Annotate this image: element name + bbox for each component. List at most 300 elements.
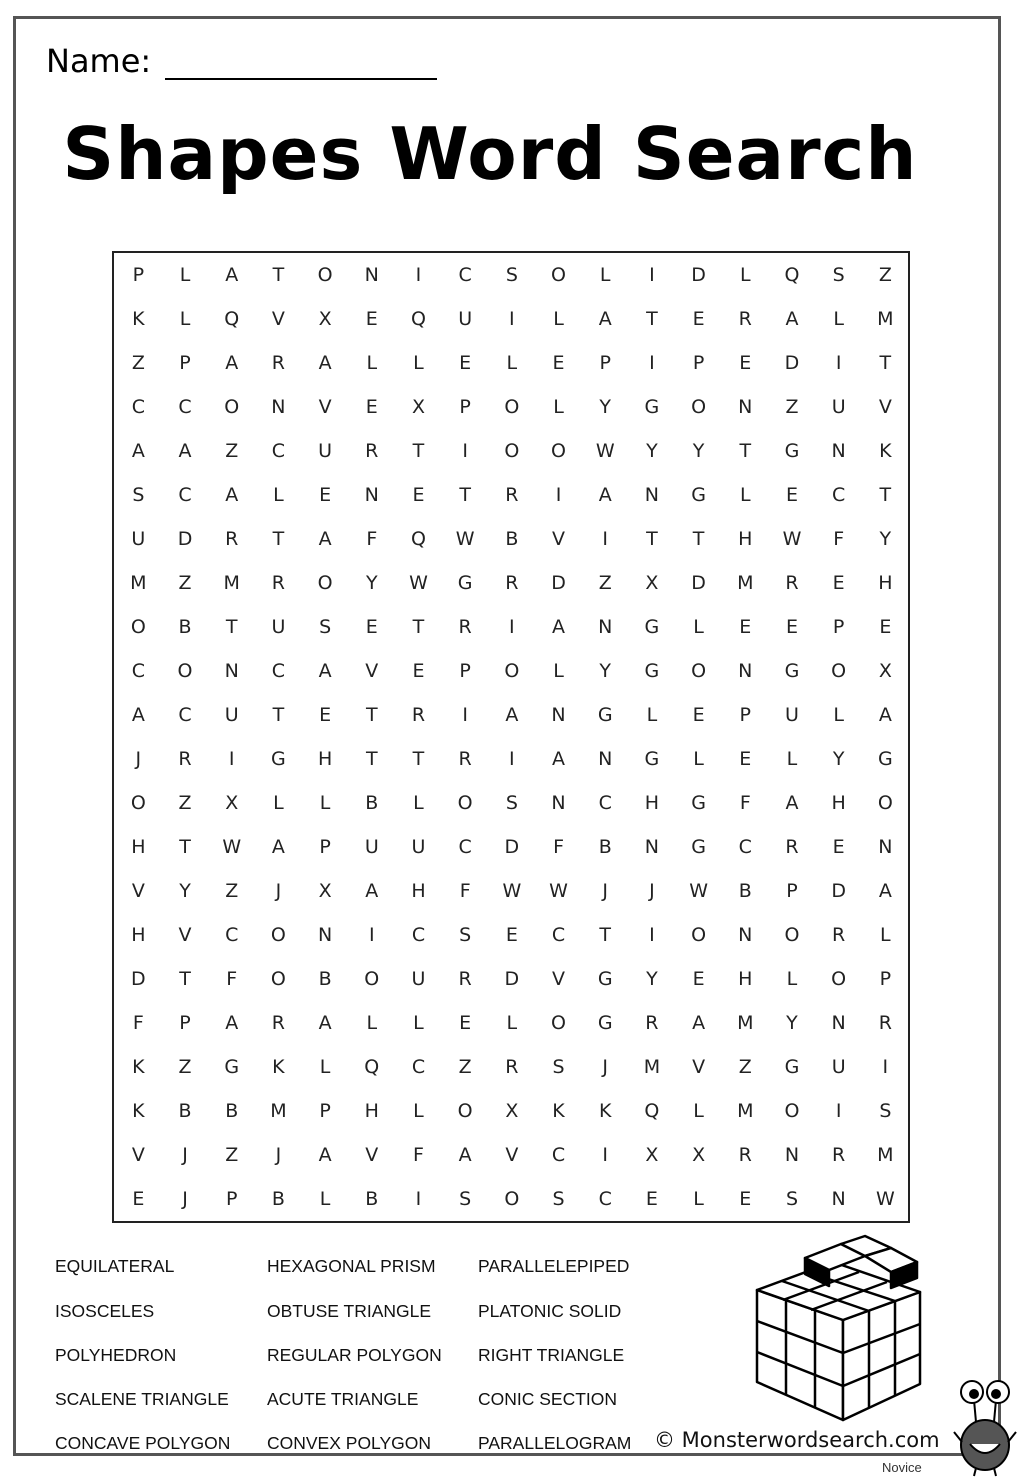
grid-letter[interactable]: U — [831, 1055, 846, 1078]
grid-letter[interactable]: N — [738, 395, 753, 418]
grid-letter[interactable]: O — [457, 791, 473, 814]
grid-letter[interactable]: T — [879, 483, 892, 506]
grid-letter[interactable]: T — [365, 703, 378, 726]
grid-letter[interactable]: R — [832, 1143, 846, 1166]
grid-letter[interactable]: U — [224, 703, 239, 726]
grid-letter[interactable]: V — [505, 1143, 519, 1166]
grid-letter[interactable]: O — [504, 439, 520, 462]
grid-letter[interactable]: U — [458, 307, 473, 330]
grid-letter[interactable]: J — [602, 1055, 609, 1078]
grid-letter[interactable]: O — [551, 439, 567, 462]
grid-letter[interactable]: L — [273, 483, 284, 506]
grid-letter[interactable]: L — [833, 703, 844, 726]
grid-letter[interactable]: Z — [225, 439, 239, 462]
grid-letter[interactable]: V — [878, 395, 892, 418]
grid-letter[interactable]: J — [135, 747, 142, 770]
grid-letter[interactable]: S — [319, 615, 332, 638]
grid-letter[interactable]: P — [739, 703, 752, 726]
grid-letter[interactable]: N — [364, 483, 379, 506]
grid-letter[interactable]: F — [833, 527, 845, 550]
grid-letter[interactable]: C — [551, 923, 566, 946]
grid-letter[interactable]: O — [270, 967, 286, 990]
grid-letter[interactable]: Y — [879, 527, 892, 550]
grid-letter[interactable]: F — [132, 1011, 144, 1034]
grid-letter[interactable]: A — [692, 1011, 706, 1034]
grid-letter[interactable]: R — [645, 1011, 659, 1034]
grid-letter[interactable]: V — [552, 527, 566, 550]
grid-letter[interactable]: G — [784, 659, 800, 682]
grid-letter[interactable]: E — [692, 703, 705, 726]
grid-letter[interactable]: W — [782, 527, 802, 550]
grid-letter[interactable]: L — [693, 1099, 704, 1122]
grid-letter[interactable]: R — [738, 307, 752, 330]
grid-letter[interactable]: G — [224, 1055, 240, 1078]
grid-letter[interactable]: Q — [364, 1055, 380, 1078]
grid-letter[interactable]: A — [225, 483, 239, 506]
grid-letter[interactable]: L — [366, 1011, 378, 1034]
grid-letter[interactable]: G — [597, 1011, 613, 1034]
grid-letter[interactable]: P — [179, 351, 191, 374]
grid-letter[interactable]: E — [459, 351, 472, 374]
grid-letter[interactable]: O — [831, 967, 847, 990]
grid-letter[interactable]: L — [179, 263, 191, 286]
grid-letter[interactable]: P — [832, 615, 845, 638]
grid-letter[interactable]: E — [692, 967, 705, 990]
grid-letter[interactable]: B — [598, 835, 612, 858]
grid-letter[interactable]: D — [551, 571, 566, 594]
grid-letter[interactable]: R — [271, 1011, 285, 1034]
grid-letter[interactable]: T — [599, 923, 612, 946]
grid-letter[interactable]: D — [504, 967, 520, 990]
grid-letter[interactable]: E — [832, 571, 845, 594]
grid-letter[interactable]: S — [459, 1187, 472, 1210]
grid-letter[interactable]: I — [602, 1143, 609, 1166]
grid-letter[interactable]: L — [786, 967, 798, 990]
grid-letter[interactable]: E — [552, 351, 565, 374]
grid-letter[interactable]: N — [224, 659, 239, 682]
grid-letter[interactable]: L — [693, 747, 704, 770]
grid-letter[interactable]: T — [459, 483, 471, 506]
grid-letter[interactable]: T — [179, 967, 191, 990]
grid-letter[interactable]: P — [692, 351, 705, 374]
grid-letter[interactable]: Z — [878, 263, 892, 286]
grid-letter[interactable]: A — [225, 351, 239, 374]
grid-letter[interactable]: D — [131, 967, 146, 990]
grid-letter[interactable]: T — [412, 747, 425, 770]
grid-letter[interactable]: W — [455, 527, 475, 550]
grid-letter[interactable]: V — [271, 307, 285, 330]
grid-letter[interactable]: P — [319, 835, 331, 858]
grid-letter[interactable]: B — [318, 967, 332, 990]
grid-letter[interactable]: N — [551, 791, 566, 814]
grid-letter[interactable]: S — [505, 263, 518, 286]
grid-letter[interactable]: W — [409, 571, 428, 594]
grid-letter[interactable]: G — [784, 1055, 800, 1078]
grid-letter[interactable]: T — [412, 615, 425, 638]
grid-letter[interactable]: H — [831, 791, 846, 814]
grid-letter[interactable]: L — [506, 351, 518, 374]
grid-letter[interactable]: M — [737, 1011, 754, 1034]
grid-letter[interactable]: N — [831, 1187, 846, 1210]
grid-letter[interactable]: N — [831, 1011, 846, 1034]
grid-letter[interactable]: T — [179, 835, 191, 858]
grid-letter[interactable]: P — [179, 1011, 191, 1034]
grid-letter[interactable]: O — [877, 791, 893, 814]
grid-letter[interactable]: O — [551, 263, 567, 286]
grid-letter[interactable]: H — [411, 879, 426, 902]
grid-letter[interactable]: V — [131, 879, 145, 902]
grid-letter[interactable]: A — [318, 659, 332, 682]
grid-letter[interactable]: L — [693, 615, 704, 638]
grid-letter[interactable]: M — [270, 1099, 287, 1122]
grid-letter[interactable]: X — [645, 1143, 659, 1166]
grid-letter[interactable]: G — [644, 615, 660, 638]
grid-letter[interactable]: U — [364, 835, 379, 858]
grid-letter[interactable]: F — [413, 1143, 424, 1166]
grid-letter[interactable]: V — [692, 1055, 706, 1078]
grid-letter[interactable]: C — [271, 439, 286, 462]
grid-letter[interactable]: C — [738, 835, 752, 858]
grid-letter[interactable]: V — [318, 395, 332, 418]
grid-letter[interactable]: L — [413, 1011, 424, 1034]
grid-letter[interactable]: O — [317, 571, 333, 594]
grid-letter[interactable]: H — [738, 527, 753, 550]
grid-letter[interactable]: W — [502, 879, 522, 902]
grid-letter[interactable]: K — [132, 1099, 145, 1122]
grid-letter[interactable]: E — [365, 615, 378, 638]
grid-letter[interactable]: O — [364, 967, 380, 990]
grid-letter[interactable]: W — [595, 439, 615, 462]
grid-letter[interactable]: R — [458, 615, 472, 638]
grid-letter[interactable]: L — [413, 791, 424, 814]
grid-letter[interactable]: I — [509, 307, 515, 330]
grid-letter[interactable]: T — [646, 307, 658, 330]
grid-letter[interactable]: T — [646, 527, 658, 550]
grid-letter[interactable]: I — [415, 1187, 422, 1210]
grid-letter[interactable]: J — [275, 1143, 282, 1166]
grid-letter[interactable]: M — [737, 1099, 754, 1122]
grid-letter[interactable]: F — [366, 527, 378, 550]
grid-letter[interactable]: Y — [179, 879, 191, 902]
grid-letter[interactable]: Z — [178, 1055, 192, 1078]
grid-letter[interactable]: C — [832, 483, 846, 506]
grid-letter[interactable]: F — [553, 835, 564, 858]
grid-letter[interactable]: L — [273, 791, 284, 814]
grid-letter[interactable]: G — [691, 483, 706, 506]
grid-letter[interactable]: I — [228, 747, 235, 770]
grid-letter[interactable]: N — [878, 835, 893, 858]
grid-letter[interactable]: N — [317, 923, 333, 946]
grid-letter[interactable]: C — [551, 1143, 566, 1166]
grid-letter[interactable]: R — [878, 1011, 892, 1034]
grid-letter[interactable]: N — [598, 615, 613, 638]
grid-letter[interactable]: E — [739, 1187, 752, 1210]
grid-letter[interactable]: F — [459, 879, 471, 902]
grid-letter[interactable]: U — [831, 395, 846, 418]
grid-letter[interactable]: A — [225, 1011, 239, 1034]
grid-letter[interactable]: Z — [458, 1055, 472, 1078]
grid-letter[interactable]: Z — [178, 791, 192, 814]
grid-letter[interactable]: W — [689, 879, 708, 902]
grid-letter[interactable]: G — [644, 747, 660, 770]
grid-letter[interactable]: L — [319, 1187, 331, 1210]
grid-letter[interactable]: R — [458, 967, 472, 990]
grid-letter[interactable]: A — [878, 879, 892, 902]
grid-letter[interactable]: A — [552, 615, 566, 638]
grid-letter[interactable]: P — [786, 879, 798, 902]
grid-letter[interactable]: O — [504, 659, 520, 682]
grid-letter[interactable]: L — [366, 351, 378, 374]
grid-letter[interactable]: K — [132, 1055, 145, 1078]
grid-letter[interactable]: G — [597, 967, 613, 990]
grid-letter[interactable]: S — [552, 1187, 565, 1210]
grid-letter[interactable]: E — [505, 923, 518, 946]
grid-letter[interactable]: L — [413, 351, 424, 374]
grid-letter[interactable]: L — [553, 307, 564, 330]
grid-letter[interactable]: C — [271, 659, 286, 682]
grid-letter[interactable]: M — [877, 307, 894, 330]
grid-letter[interactable]: D — [177, 527, 193, 550]
grid-letter[interactable]: H — [738, 967, 753, 990]
grid-letter[interactable]: S — [879, 1099, 892, 1122]
grid-letter[interactable]: O — [784, 1099, 800, 1122]
grid-letter[interactable]: A — [598, 307, 612, 330]
grid-letter[interactable]: X — [505, 1099, 519, 1122]
grid-letter[interactable]: M — [643, 1055, 661, 1078]
grid-letter[interactable]: O — [831, 659, 847, 682]
grid-letter[interactable]: J — [602, 879, 609, 902]
grid-letter[interactable]: N — [364, 263, 379, 286]
grid-letter[interactable]: G — [691, 835, 706, 858]
grid-letter[interactable]: I — [649, 351, 655, 374]
grid-letter[interactable]: G — [644, 395, 660, 418]
grid-letter[interactable]: P — [459, 659, 471, 682]
grid-letter[interactable]: X — [645, 571, 659, 594]
grid-letter[interactable]: I — [368, 923, 375, 946]
grid-letter[interactable]: U — [131, 527, 146, 550]
grid-letter[interactable]: W — [875, 1187, 895, 1210]
grid-letter[interactable]: L — [179, 307, 191, 330]
grid-letter[interactable]: X — [225, 791, 239, 814]
grid-letter[interactable]: C — [178, 483, 192, 506]
grid-letter[interactable]: B — [365, 791, 379, 814]
grid-letter[interactable]: L — [553, 395, 564, 418]
grid-letter[interactable]: Z — [225, 879, 239, 902]
grid-letter[interactable]: L — [319, 1055, 331, 1078]
grid-letter[interactable]: O — [130, 615, 146, 638]
grid-letter[interactable]: T — [225, 615, 238, 638]
grid-letter[interactable]: S — [552, 1055, 565, 1078]
grid-letter[interactable]: T — [412, 439, 425, 462]
grid-letter[interactable]: J — [182, 1187, 188, 1210]
grid-letter[interactable]: C — [131, 659, 145, 682]
grid-letter[interactable]: H — [878, 571, 893, 594]
grid-letter[interactable]: T — [272, 703, 285, 726]
grid-letter[interactable]: T — [739, 439, 752, 462]
grid-letter[interactable]: R — [505, 483, 519, 506]
grid-letter[interactable]: N — [551, 703, 566, 726]
grid-letter[interactable]: E — [319, 703, 332, 726]
grid-letter[interactable]: O — [224, 395, 240, 418]
grid-letter[interactable]: I — [509, 615, 515, 638]
grid-letter[interactable]: R — [271, 351, 285, 374]
grid-letter[interactable]: I — [649, 263, 655, 286]
grid-letter[interactable]: N — [738, 923, 753, 946]
grid-letter[interactable]: Z — [178, 571, 192, 594]
grid-letter[interactable]: O — [177, 659, 193, 682]
grid-letter[interactable]: U — [411, 967, 426, 990]
grid-letter[interactable]: E — [319, 483, 332, 506]
grid-letter[interactable]: L — [646, 703, 658, 726]
grid-letter[interactable]: E — [739, 615, 752, 638]
grid-letter[interactable]: M — [223, 571, 240, 594]
grid-letter[interactable]: E — [739, 351, 752, 374]
grid-letter[interactable]: S — [785, 1187, 798, 1210]
grid-letter[interactable]: D — [784, 351, 800, 374]
grid-letter[interactable]: A — [271, 835, 285, 858]
grid-letter[interactable]: I — [509, 747, 515, 770]
grid-letter[interactable]: E — [645, 1187, 658, 1210]
grid-letter[interactable]: P — [225, 1187, 238, 1210]
grid-letter[interactable]: N — [271, 395, 286, 418]
grid-letter[interactable]: E — [365, 395, 378, 418]
grid-letter[interactable]: W — [549, 879, 568, 902]
grid-letter[interactable]: E — [365, 307, 378, 330]
grid-letter[interactable]: U — [785, 703, 799, 726]
grid-letter[interactable]: V — [178, 923, 192, 946]
grid-letter[interactable]: D — [691, 263, 706, 286]
grid-letter[interactable]: X — [318, 879, 332, 902]
grid-letter[interactable]: V — [552, 967, 566, 990]
grid-letter[interactable]: B — [225, 1099, 239, 1122]
grid-letter[interactable]: N — [598, 747, 613, 770]
grid-letter[interactable]: E — [412, 483, 425, 506]
grid-letter[interactable]: Z — [785, 395, 799, 418]
grid-letter[interactable]: L — [833, 307, 844, 330]
grid-letter[interactable]: Z — [738, 1055, 752, 1078]
grid-letter[interactable]: C — [178, 395, 192, 418]
grid-letter[interactable]: A — [878, 703, 892, 726]
grid-letter[interactable]: N — [784, 1143, 800, 1166]
grid-letter[interactable]: K — [598, 1099, 612, 1122]
grid-letter[interactable]: T — [879, 351, 892, 374]
grid-letter[interactable]: A — [598, 483, 612, 506]
grid-letter[interactable]: C — [178, 703, 192, 726]
grid-letter[interactable]: U — [318, 439, 333, 462]
grid-letter[interactable]: Q — [784, 263, 800, 286]
grid-letter[interactable]: L — [693, 1187, 704, 1210]
grid-letter[interactable]: L — [786, 747, 798, 770]
grid-letter[interactable]: B — [271, 1187, 285, 1210]
grid-letter[interactable]: Y — [832, 747, 845, 770]
grid-letter[interactable]: G — [644, 659, 660, 682]
grid-letter[interactable]: V — [365, 659, 379, 682]
grid-letter[interactable]: H — [131, 923, 146, 946]
grid-letter[interactable]: Q — [644, 1099, 660, 1122]
grid-letter[interactable]: Y — [692, 439, 705, 462]
grid-letter[interactable]: D — [504, 835, 520, 858]
grid-letter[interactable]: T — [272, 263, 285, 286]
grid-letter[interactable]: S — [459, 923, 472, 946]
grid-letter[interactable]: N — [738, 659, 753, 682]
grid-letter[interactable]: I — [835, 351, 842, 374]
grid-letter[interactable]: R — [178, 747, 192, 770]
grid-letter[interactable]: H — [131, 835, 146, 858]
grid-letter[interactable]: P — [132, 263, 145, 286]
grid-letter[interactable]: E — [832, 835, 845, 858]
grid-letter[interactable]: R — [365, 439, 379, 462]
grid-letter[interactable]: G — [597, 703, 613, 726]
grid-letter[interactable]: E — [132, 1187, 145, 1210]
grid-letter[interactable]: I — [415, 263, 422, 286]
grid-letter[interactable]: S — [505, 791, 518, 814]
grid-letter[interactable]: B — [178, 1099, 192, 1122]
grid-letter[interactable]: K — [132, 307, 145, 330]
grid-letter[interactable]: L — [413, 1099, 424, 1122]
grid-letter[interactable]: B — [365, 1187, 379, 1210]
grid-letter[interactable]: X — [878, 659, 892, 682]
grid-letter[interactable]: O — [691, 659, 707, 682]
grid-letter[interactable]: K — [552, 1099, 565, 1122]
grid-letter[interactable]: F — [226, 967, 238, 990]
grid-letter[interactable]: G — [784, 439, 800, 462]
grid-letter[interactable]: A — [131, 703, 145, 726]
grid-letter[interactable]: D — [691, 571, 706, 594]
grid-letter[interactable]: E — [459, 1011, 472, 1034]
grid-letter[interactable]: O — [130, 791, 146, 814]
grid-letter[interactable]: Y — [599, 395, 612, 418]
grid-letter[interactable]: O — [691, 923, 707, 946]
grid-letter[interactable]: C — [458, 835, 472, 858]
grid-letter[interactable]: B — [505, 527, 519, 550]
grid-letter[interactable]: B — [738, 879, 752, 902]
grid-letter[interactable]: B — [178, 615, 192, 638]
grid-letter[interactable]: M — [130, 571, 147, 594]
grid-letter[interactable]: O — [317, 263, 333, 286]
grid-letter[interactable]: U — [411, 835, 426, 858]
grid-letter[interactable]: G — [457, 571, 473, 594]
grid-letter[interactable]: S — [132, 483, 145, 506]
grid-letter[interactable]: A — [131, 439, 145, 462]
grid-letter[interactable]: I — [882, 1055, 889, 1078]
grid-letter[interactable]: R — [505, 1055, 519, 1078]
grid-letter[interactable]: S — [832, 263, 845, 286]
grid-letter[interactable]: E — [692, 307, 705, 330]
grid-letter[interactable]: R — [785, 571, 799, 594]
grid-letter[interactable]: L — [739, 263, 751, 286]
grid-letter[interactable]: J — [182, 1143, 188, 1166]
grid-letter[interactable]: J — [275, 879, 282, 902]
grid-letter[interactable]: Y — [599, 659, 612, 682]
grid-letter[interactable]: L — [880, 923, 891, 946]
grid-letter[interactable]: K — [272, 1055, 285, 1078]
grid-letter[interactable]: A — [318, 351, 332, 374]
grid-letter[interactable]: I — [462, 703, 468, 726]
grid-letter[interactable]: A — [318, 1011, 332, 1034]
grid-letter[interactable]: D — [831, 879, 846, 902]
grid-letter[interactable]: C — [458, 263, 472, 286]
grid-letter[interactable]: N — [644, 483, 660, 506]
grid-letter[interactable]: E — [785, 483, 798, 506]
grid-letter[interactable]: A — [178, 439, 192, 462]
grid-letter[interactable]: Y — [365, 571, 378, 594]
grid-letter[interactable]: R — [458, 747, 472, 770]
grid-letter[interactable]: F — [739, 791, 751, 814]
grid-letter[interactable]: Y — [646, 439, 658, 462]
grid-letter[interactable]: A — [458, 1143, 472, 1166]
grid-letter[interactable]: H — [364, 1099, 379, 1122]
grid-letter[interactable]: O — [691, 395, 707, 418]
